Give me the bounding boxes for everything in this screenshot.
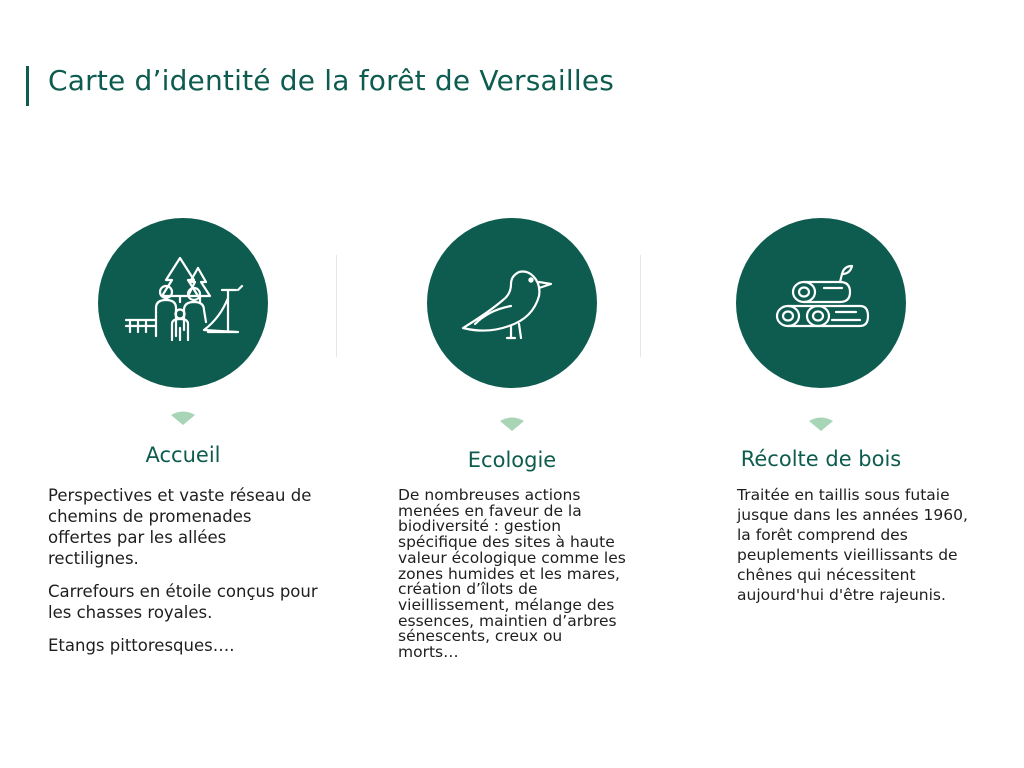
page-title: Carte d’identité de la forêt de Versailles — [48, 64, 615, 97]
column-text — [737, 485, 969, 617]
paragraph: Carrefours en étoile conçus pour les chasses royales. — [48, 582, 318, 622]
logs-icon — [736, 218, 906, 388]
paragraph: Etangs pittoresques…. — [48, 636, 235, 655]
column-title: Ecologie — [467, 448, 557, 472]
paragraph: Traitée en taillis sous futaie jusque dans les années 1960, la forêt comprend des peuplements vieillissants de chênes qui nécessitent aujourd'hui d'être rajeunis. — [737, 486, 968, 604]
column-title: Récolte de bois — [740, 447, 902, 471]
column-title: Accueil — [145, 443, 221, 467]
pointer-notch — [500, 417, 524, 431]
pointer-notch — [171, 411, 195, 425]
paragraph: De nombreuses actions menées en faveur de la biodiversité : gestion spécifique des sites à haute valeur écologique comme les zones humides et les mares, création d’îlots de vieillissement, mélange des essences, maintien d’arbres sénescents, creux ou morts… — [398, 486, 626, 662]
column-divider — [640, 255, 641, 357]
column-text — [48, 485, 320, 668]
title-accent-bar — [26, 66, 29, 106]
icon-circle — [98, 218, 268, 388]
column-divider — [336, 255, 337, 357]
icon-circle — [736, 218, 906, 388]
family-forest-icon — [98, 218, 268, 388]
icon-circle — [427, 218, 597, 388]
column-text — [398, 488, 626, 673]
paragraph: Perspectives et vaste réseau de chemins de promenades offertes par les allées rectilignes. — [48, 486, 312, 568]
bird-icon — [427, 218, 597, 388]
pointer-notch — [809, 417, 833, 431]
